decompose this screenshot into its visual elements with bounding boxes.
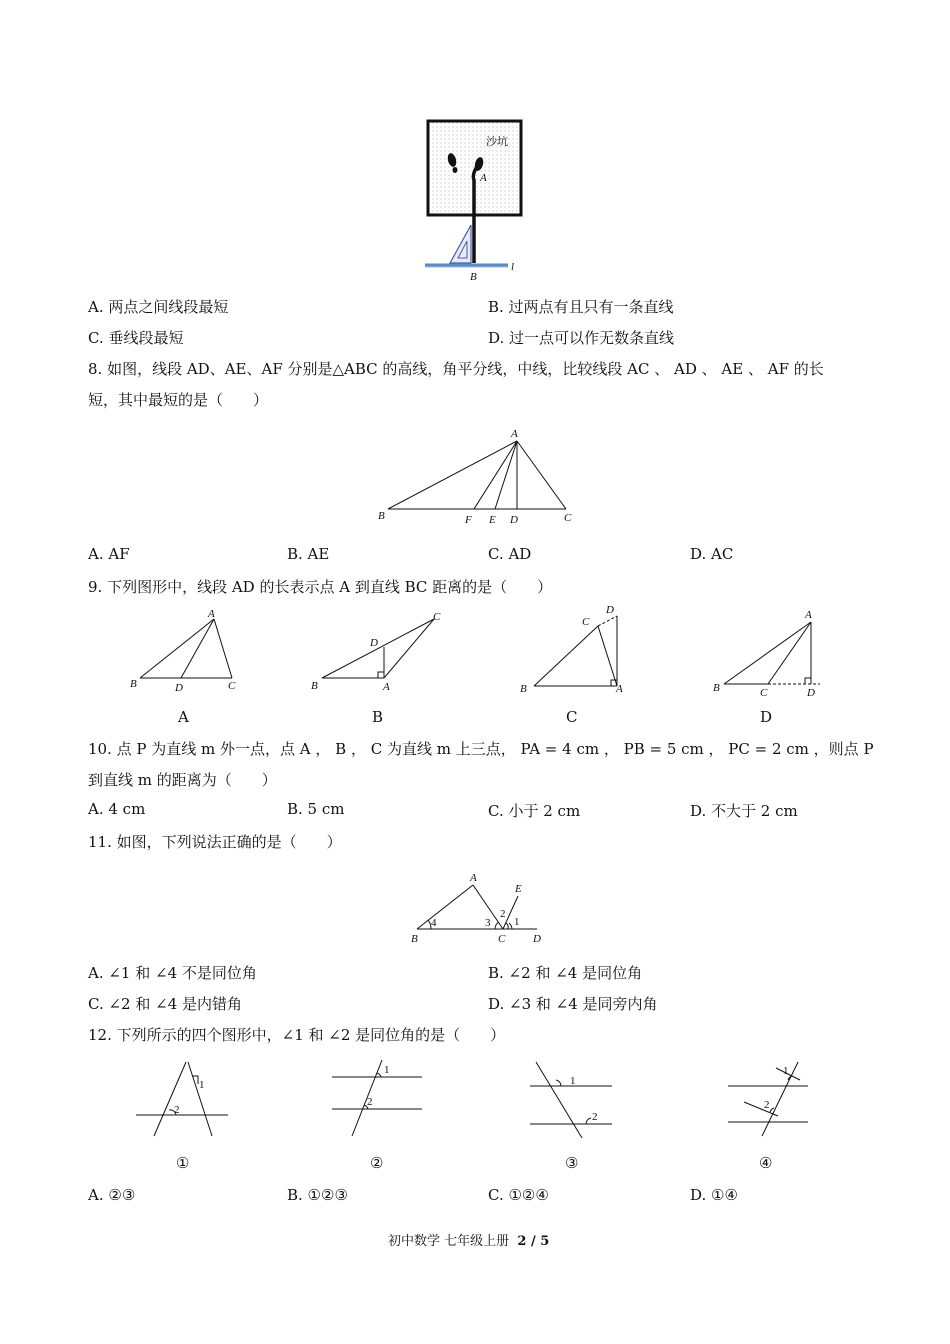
- q9-caption-b[interactable]: B: [372, 708, 384, 726]
- svg-text:C: C: [498, 933, 506, 945]
- q9-caption-d[interactable]: D: [760, 708, 773, 726]
- q8-question-line1: 8. 如图，线段 AD、AE、AF 分别是△ABC 的高线，角平分线，中线，比较线段 AC 、 AD 、 AE 、 AF 的长: [88, 360, 824, 378]
- svg-text:1: 1: [384, 1064, 390, 1076]
- svg-text:A: A: [470, 872, 477, 884]
- q8-option-a[interactable]: A. AF: [88, 545, 130, 563]
- svg-text:1: 1: [514, 916, 520, 928]
- svg-text:B: B: [520, 683, 527, 695]
- svg-text:2: 2: [174, 1104, 180, 1116]
- svg-text:C: C: [582, 616, 590, 628]
- svg-text:2: 2: [367, 1096, 373, 1108]
- q8-label-f: F: [465, 514, 472, 526]
- q8-option-b[interactable]: B. AE: [287, 545, 330, 563]
- svg-text:A: A: [208, 608, 215, 620]
- svg-text:3: 3: [485, 917, 491, 929]
- q9-question: 9. 下列图形中，线段 AD 的长表示点 A 到直线 BC 距离的是（ ）: [88, 578, 553, 596]
- svg-text:A: A: [616, 683, 623, 695]
- page-number: 2 / 5: [517, 1234, 550, 1249]
- svg-text:A: A: [805, 609, 812, 621]
- q8-label-d: D: [510, 514, 518, 526]
- svg-text:B: B: [713, 682, 720, 694]
- q9-figure-a: [126, 607, 246, 697]
- q7-option-a[interactable]: A. 两点之间线段最短: [88, 298, 229, 316]
- line-l-label: l: [511, 261, 515, 273]
- q10-question-line2: 到直线 m 的距离为（ ）: [88, 771, 277, 789]
- jump-path: [473, 168, 476, 263]
- svg-text:B: B: [411, 933, 418, 945]
- svg-text:D: D: [807, 687, 815, 699]
- q10-option-d[interactable]: D. 不大于 2 cm: [690, 802, 798, 820]
- q9-figure-c: [516, 600, 636, 698]
- q12-option-c[interactable]: C. ①②④: [488, 1186, 549, 1204]
- svg-text:D: D: [175, 682, 183, 694]
- q11-angle-figure: [405, 868, 555, 948]
- q8-label-a: A: [511, 428, 518, 440]
- q12-caption-1[interactable]: ①: [176, 1154, 190, 1172]
- svg-text:A: A: [383, 681, 390, 693]
- q11-option-b[interactable]: B. ∠2 和 ∠4 是同位角: [488, 964, 643, 982]
- q12-option-b[interactable]: B. ①②③: [287, 1186, 348, 1204]
- page-footer: [388, 1230, 549, 1249]
- q12-question: 12. 下列所示的四个图形中，∠1 和 ∠2 是同位角的是（ ）: [88, 1026, 506, 1044]
- q12-figure-2: [326, 1056, 426, 1141]
- q10-option-c[interactable]: C. 小于 2 cm: [488, 802, 581, 820]
- triangle-ruler: [450, 225, 471, 263]
- sand-pit-label: 沙坑: [486, 135, 508, 148]
- q10-question-line1: 10. 点 P 为直线 m 外一点，点 A ， B ， C 为直线 m 上三点， PA = 4 cm ， PB = 5 cm ， PC = 2 cm ，则点 P: [88, 740, 874, 758]
- q8-option-d[interactable]: D. AC: [690, 545, 734, 563]
- q12-figure-3: [524, 1056, 624, 1141]
- svg-text:B: B: [311, 680, 318, 692]
- q9-figure-b: [306, 607, 446, 697]
- q11-option-c[interactable]: C. ∠2 和 ∠4 是内错角: [88, 995, 243, 1013]
- q12-caption-4[interactable]: ④: [759, 1154, 773, 1172]
- q7-option-d[interactable]: D. 过一点可以作无数条直线: [488, 329, 675, 347]
- svg-text:B: B: [130, 678, 137, 690]
- svg-text:E: E: [515, 883, 522, 895]
- q9-caption-c[interactable]: C: [566, 708, 578, 726]
- q12-figure-4: [722, 1056, 822, 1141]
- footer-title: 初中数学 七年级上册: [388, 1234, 510, 1249]
- q11-question: 11. 如图，下列说法正确的是（ ）: [88, 833, 342, 851]
- svg-text:1: 1: [783, 1065, 789, 1077]
- q12-caption-2[interactable]: ②: [370, 1154, 384, 1172]
- point-a-label: A: [480, 172, 487, 184]
- q12-caption-3[interactable]: ③: [565, 1154, 579, 1172]
- q8-label-c: C: [564, 512, 572, 524]
- svg-text:4: 4: [431, 917, 437, 929]
- q7-sandpit-figure: [420, 118, 530, 286]
- svg-text:C: C: [433, 611, 441, 623]
- point-b-label: B: [470, 271, 477, 283]
- svg-text:2: 2: [592, 1111, 598, 1123]
- q8-option-c[interactable]: C. AD: [488, 545, 532, 563]
- q8-label-e: E: [489, 514, 496, 526]
- q8-label-b: B: [378, 510, 385, 522]
- q12-figure-1: [132, 1056, 232, 1141]
- svg-text:2: 2: [500, 908, 506, 920]
- q7-option-c[interactable]: C. 垂线段最短: [88, 329, 184, 347]
- q8-triangle-figure: [370, 423, 585, 531]
- q11-option-a[interactable]: A. ∠1 和 ∠4 不是同位角: [88, 964, 257, 982]
- svg-text:C: C: [760, 687, 768, 699]
- svg-text:1: 1: [570, 1075, 576, 1087]
- svg-text:D: D: [606, 604, 614, 616]
- q12-option-a[interactable]: A. ②③: [88, 1186, 136, 1204]
- svg-text:D: D: [370, 637, 378, 649]
- svg-text:C: C: [228, 680, 236, 692]
- q12-option-d[interactable]: D. ①④: [690, 1186, 738, 1204]
- svg-text:1: 1: [199, 1079, 205, 1091]
- q10-option-b[interactable]: B. 5 cm: [287, 800, 345, 818]
- q9-figure-d: [710, 606, 830, 698]
- q7-option-b[interactable]: B. 过两点有且只有一条直线: [488, 298, 674, 316]
- q11-option-d[interactable]: D. ∠3 和 ∠4 是同旁内角: [488, 995, 658, 1013]
- q10-option-a[interactable]: A. 4 cm: [88, 800, 146, 818]
- q8-question-line2: 短，其中最短的是（ ）: [88, 391, 269, 409]
- q9-caption-a[interactable]: A: [178, 708, 189, 726]
- svg-text:D: D: [533, 933, 541, 945]
- svg-text:2: 2: [764, 1099, 770, 1111]
